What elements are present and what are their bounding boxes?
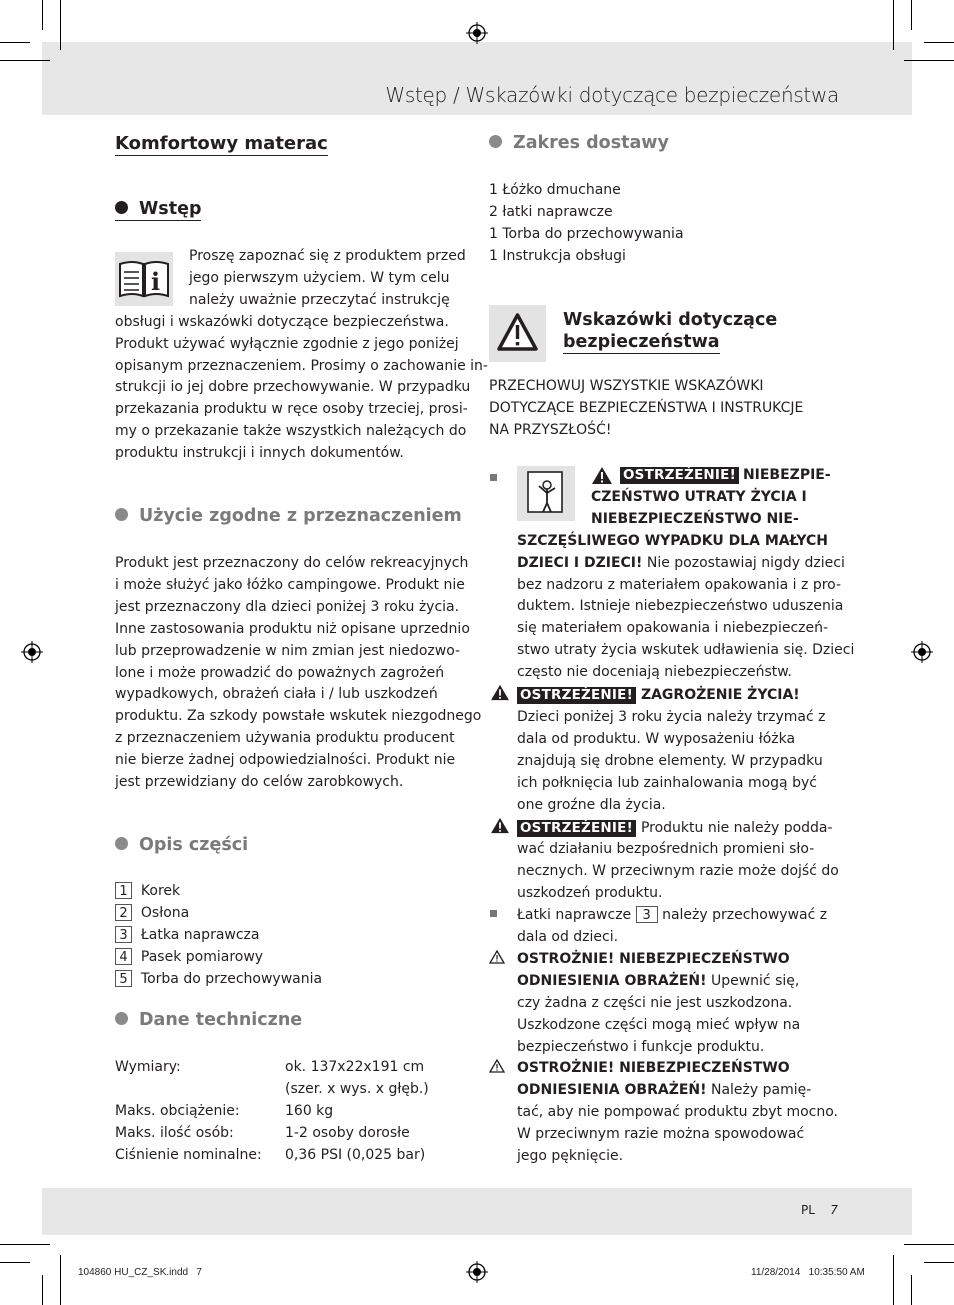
bullet-icon	[115, 837, 128, 850]
part-number: 5	[115, 970, 132, 987]
warning-text: NIEBEZPIE-	[742, 467, 831, 483]
text-line: produktu. Za szkody powstałe wskutek niezgodnego	[115, 708, 482, 725]
caution-text: Należy pamię-	[706, 1082, 812, 1099]
caution-line	[489, 1058, 854, 1080]
text-line: NA PRZYSZŁOŚĆ!	[489, 421, 612, 438]
parts-list	[115, 881, 322, 991]
text-line: PRZECHOWUJ WSZYSTKIE WSKAZÓWKI	[489, 378, 764, 394]
crop-mark	[893, 0, 894, 50]
spec-value: 1-2 osoby dorosłe	[285, 1124, 410, 1141]
text-line: jest przewidziany do celów zarobkowych.	[115, 774, 404, 791]
warning-text: DZIECI I DZIECI!	[517, 554, 643, 571]
warning-line: Dzieci poniżej 3 roku życia należy trzymać z	[517, 708, 826, 725]
bullet-icon	[115, 1012, 128, 1025]
caution-line: Uszkodzone części mogą mieć wpływ na	[517, 1016, 801, 1033]
section-heading: Dane techniczne	[139, 1010, 303, 1030]
caution-line: bezpieczeństwo i funkcje produktu.	[517, 1038, 765, 1055]
warning-text: Produktu nie należy podda-	[640, 819, 833, 836]
section-intro-heading	[115, 199, 201, 221]
text-line: lone i może prowadzić do poważnych zagrożeń	[115, 664, 445, 681]
crop-mark	[60, 1255, 61, 1305]
part-label: Osłona	[140, 904, 190, 921]
text-line: obsługi i wskazówki dotyczące bezpieczeństwa.	[115, 313, 449, 330]
text-line: wypadkowych, obrażeń ciała i / lub uszkodzeń	[115, 686, 438, 703]
table-row	[115, 1145, 429, 1167]
text-line: Proszę zapoznać się z produktem przed	[189, 248, 466, 264]
spec-value: (szer. x wys. x głęb.)	[285, 1080, 429, 1097]
list-item: 1 Łóżko dmuchane	[489, 182, 621, 198]
section-delivery-heading	[489, 133, 669, 153]
warning-line: one groźne dla życia.	[517, 796, 666, 813]
caution-line: W przeciwnym razie można spowodować	[517, 1126, 805, 1143]
warning-triangle-icon	[489, 305, 546, 362]
crop-mark	[0, 60, 50, 61]
warning-text: Nie pozostawiaj nigdy dzieci	[642, 554, 845, 571]
warning-line	[489, 817, 854, 840]
warning-badge: OSTRZEŻENIE!	[620, 467, 739, 484]
warning-text: ZAGROŻENIE ŻYCIA!	[640, 687, 800, 704]
part-number: 4	[115, 948, 132, 965]
table-row	[115, 1123, 429, 1145]
spec-label: Ciśnienie nominalne:	[115, 1146, 262, 1163]
part-number: 3	[115, 926, 132, 943]
part-number: 2	[115, 904, 132, 921]
part-number: 1	[115, 882, 132, 899]
list-item	[115, 947, 322, 969]
section-heading: Zakres dostawy	[513, 133, 669, 153]
spec-value: ok. 137x22x191 cm	[285, 1059, 425, 1075]
spec-label: Maks. obciążenie:	[115, 1102, 240, 1119]
warning-line: stwo utraty życia wskutek udławienia się. Dzieci	[517, 642, 855, 659]
caution-text: ODNIESIENIA OBRAŻEŃ!	[517, 972, 707, 989]
text-line: i może służyć jako łóżko campingowe. Produkt nie	[115, 576, 465, 593]
heading-line: Wskazówki dotyczące	[563, 310, 778, 330]
section-heading: Użycie zgodne z przeznaczeniem	[139, 506, 462, 526]
safety-caps-notice	[489, 376, 803, 442]
caution-line	[489, 949, 854, 971]
section-tech-heading	[115, 1010, 302, 1030]
text-line: przekazania produktu w ręce osoby trzeciej, prosi-	[115, 401, 468, 418]
crop-mark	[42, 1275, 43, 1305]
bullet-icon	[489, 135, 502, 148]
text-line: produktu instrukcji i innych dokumentów.	[115, 445, 404, 462]
caution-line: tać, aby nie pompować produktu zbyt mocno.	[517, 1104, 838, 1121]
list-text: należy przechowywać z	[662, 907, 828, 924]
spec-value: 160 kg	[285, 1102, 334, 1119]
text-line: opisanym przeznaczeniem. Prosimy o zachowanie in-	[115, 357, 488, 374]
warning-line: CZEŃSTWO UTRATY ŻYCIA I	[591, 488, 807, 505]
caution-text: Upewnić się,	[706, 972, 800, 989]
tech-specs-table	[115, 1057, 429, 1167]
list-item: 1 Torba do przechowywania	[489, 225, 684, 242]
caution-line	[489, 1080, 854, 1102]
intended-use-text	[115, 553, 481, 794]
caution-text: OSTROŻNIE! NIEBEZPIECZEŃSTWO	[517, 950, 790, 967]
page-number	[801, 1203, 838, 1217]
warning-line: dala od produktu. W wyposażeniu łóżka	[517, 730, 796, 747]
section-parts-heading	[115, 835, 248, 855]
part-label: Korek	[140, 883, 181, 899]
warning-line: się materiałem opakowania i niebezpieczeń-	[517, 620, 829, 637]
crop-mark	[924, 1262, 954, 1263]
crop-mark	[924, 42, 954, 43]
list-item	[115, 903, 322, 925]
crop-mark	[0, 1244, 50, 1245]
list-item: 2 łatki naprawcze	[489, 203, 613, 220]
spec-label: Maks. ilość osób:	[115, 1124, 234, 1141]
registration-mark-icon	[466, 1261, 488, 1283]
warning-line: duktem. Istnieje niebezpieczeństwo uduszenia	[517, 598, 844, 615]
warning-line	[489, 465, 854, 487]
caution-triangle-icon	[489, 950, 505, 964]
crop-mark	[904, 1244, 954, 1245]
bullet-icon	[115, 201, 128, 214]
print-timestamp: 11/28/2014 10:35:50 AM	[751, 1267, 865, 1278]
warning-line	[489, 684, 854, 707]
text-line: Inne zastosowania produktu niż opisane uprzednio	[115, 620, 470, 637]
registration-mark-icon	[911, 641, 933, 663]
warning-triangle-icon	[489, 817, 511, 834]
crop-mark	[60, 0, 61, 50]
registration-mark-icon	[466, 22, 488, 44]
crop-mark	[911, 0, 912, 30]
svg-text:i: i	[151, 267, 161, 296]
caution-line	[489, 971, 854, 993]
list-text: Łatki naprawcze	[517, 907, 632, 924]
table-row	[115, 1057, 429, 1079]
caution-text: ODNIESIENIA OBRAŻEŃ!	[517, 1082, 707, 1099]
list-text: dala od dzieci.	[517, 929, 619, 946]
text-line: nie bierze żadnej odpowiedzialności. Produkt nie	[115, 752, 456, 769]
crop-mark	[904, 60, 954, 61]
part-number: 3	[636, 906, 658, 923]
part-label: Torba do przechowywania	[140, 970, 323, 987]
text-line: strukcji io jej dobre przechowywanie. W przypadku	[115, 379, 471, 396]
part-label: Pasek pomiarowy	[140, 948, 264, 965]
warning-line: uszkodzeń produktu.	[517, 885, 663, 902]
part-label: Łatka naprawcza	[140, 926, 260, 943]
page-title: Wstęp / Wskazówki dotyczące bezpieczeństwa	[385, 83, 839, 107]
text-line: Produkt jest przeznaczony do celów rekreacyjnych	[115, 555, 469, 571]
language-code: PL	[801, 1203, 815, 1217]
print-file-info: 104860 HU_CZ_SK.indd 7	[78, 1267, 202, 1278]
warning-line: SZCZĘŚLIWEGO WYPADKU DLA MAŁYCH	[517, 532, 829, 549]
heading-line: bezpieczeństwa	[563, 332, 720, 352]
bullet-icon	[115, 508, 128, 521]
safety-heading	[563, 309, 777, 354]
warning-line: wać działaniu bezpośrednich promieni sło-	[517, 841, 815, 858]
warning-triangle-icon	[489, 684, 511, 701]
text-line: lub przeprowadzenie w nim zmian jest niedozwo-	[115, 642, 461, 659]
crop-mark	[0, 1262, 30, 1263]
crop-mark	[893, 1255, 894, 1305]
caution-line: jego pęknięcie.	[517, 1148, 624, 1165]
warning-line: bez nadzoru z materiałem opakowania i z pro-	[517, 576, 842, 593]
warning-badge: OSTRZEŻENIE!	[517, 687, 636, 704]
crop-mark	[911, 1275, 912, 1305]
warning-1	[489, 465, 854, 1168]
section-heading: Opis części	[139, 835, 249, 855]
text-line: należy uważnie przeczytać instrukcję	[189, 291, 450, 308]
caution-triangle-icon	[489, 1059, 505, 1073]
registration-mark-icon	[21, 641, 43, 663]
warning-badge: OSTRZEŻENIE!	[517, 820, 636, 837]
footer-band	[42, 1188, 912, 1235]
intro-text	[115, 246, 488, 465]
warning-line: ich połknięcia lub zainhalowania mogą być	[517, 774, 817, 791]
section-heading: Wstęp	[139, 199, 202, 219]
spec-label: Wymiary:	[115, 1059, 181, 1075]
text-line: my o przekazanie także wszystkich należących do	[115, 423, 467, 440]
caution-line: czy żadna z części nie jest uszkodzona.	[517, 994, 793, 1011]
text-line: Produkt używać wyłącznie zgodnie z jego poniżej	[115, 335, 459, 352]
list-square-icon	[490, 910, 497, 917]
warning-line: często nie doceniają niebezpieczeństw.	[517, 664, 792, 681]
warning-line: znajdują się drobne elementy. W przypadku	[517, 752, 823, 769]
page-num: 7	[830, 1203, 838, 1217]
list-item: 1 Instrukcja obsługi	[489, 247, 626, 264]
table-row	[115, 1101, 429, 1123]
section-use-heading	[115, 506, 462, 526]
text-line: jest przeznaczony dla dzieci poniżej 3 roku życia.	[115, 598, 460, 615]
table-row	[115, 1079, 429, 1101]
spec-value: 0,36 PSI (0,025 bar)	[285, 1146, 426, 1163]
list-item	[489, 905, 854, 927]
caution-text: OSTROŻNIE! NIEBEZPIECZEŃSTWO	[517, 1060, 790, 1077]
warning-line: necznych. W przeciwnym razie może dojść do	[517, 863, 839, 880]
delivery-list	[489, 180, 684, 268]
product-title: Komfortowy materac	[115, 133, 328, 154]
text-line: jego pierwszym użyciem. W tym celu	[189, 269, 450, 286]
warning-line	[489, 553, 854, 575]
text-line: DOTYCZĄCE BEZPIECZEŃSTWA I INSTRUKCJE	[489, 399, 804, 416]
text-line: z przeznaczeniem używania produktu producent	[115, 730, 455, 747]
crop-mark	[0, 42, 30, 43]
crop-mark	[42, 0, 43, 30]
warning-line: NIEBEZPIECZEŃSTWO NIE-	[591, 510, 799, 527]
list-item	[115, 881, 322, 903]
list-item	[115, 925, 322, 947]
list-item	[115, 969, 322, 991]
